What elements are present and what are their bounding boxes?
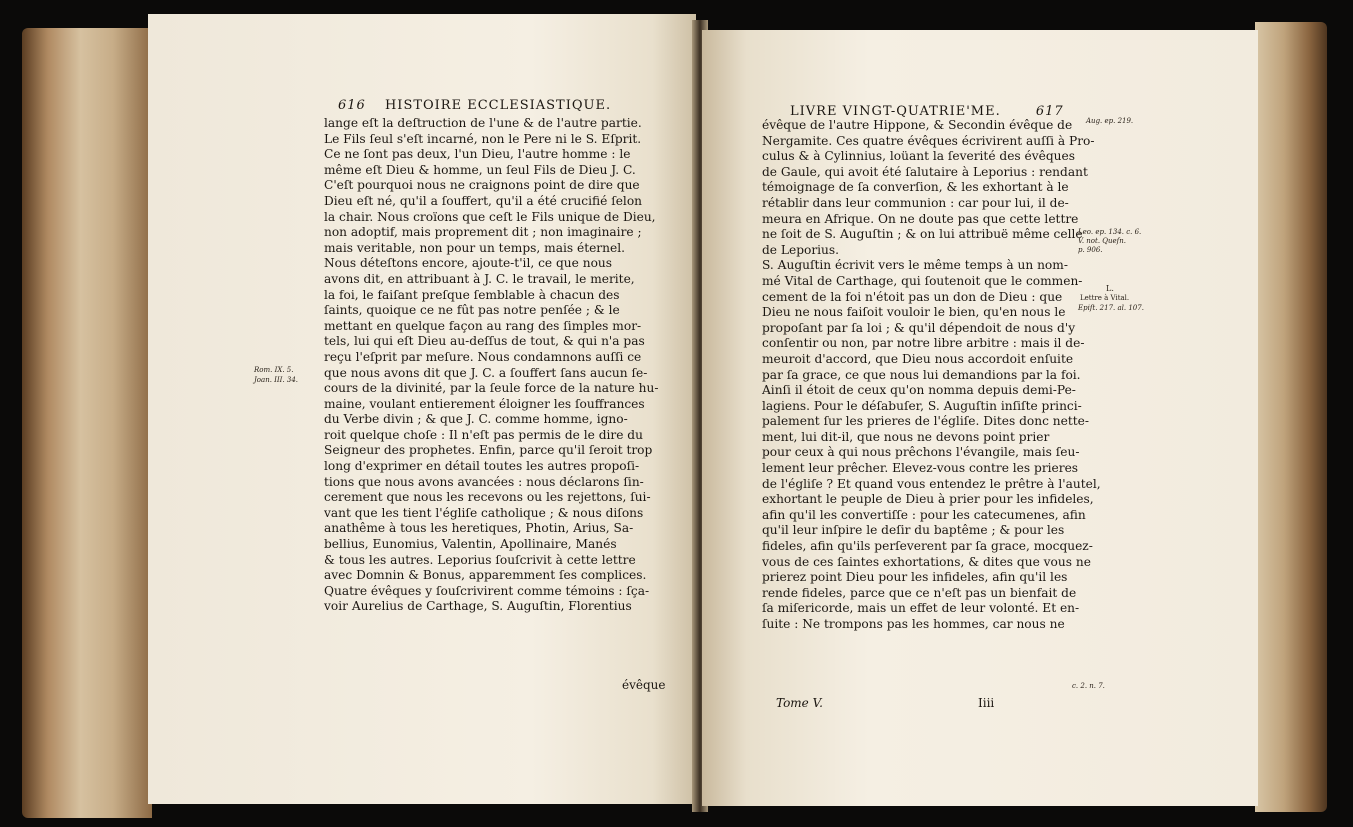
text-line: évêque de l'autre Hippone, & Secondin évêque de bbox=[762, 118, 1073, 132]
text-line: bellius, Eunomius, Valentin, Apollinaire, Manés bbox=[324, 537, 617, 552]
text-line: que nous avons dit que J. C. a ſouffert ſans aucun ſe- bbox=[324, 365, 648, 380]
text-line: Nergamite. Ces quatre évêques écrivirent auſſi à Pro- bbox=[762, 133, 1095, 148]
text-line: rende fideles, parce que ce n'eſt pas un bienfait de bbox=[762, 585, 1077, 600]
margin-note-leo-1: Leo. ep. 134. c. 6. bbox=[1078, 228, 1142, 236]
left-fore-edge bbox=[22, 28, 152, 818]
text-line: meuroit d'accord, que Dieu nous accordoit enſuite bbox=[762, 351, 1074, 366]
right-fore-edge bbox=[1255, 22, 1327, 812]
text-line: C'eſt pourquoi nous ne craignons point de dire que bbox=[324, 178, 640, 193]
text-line: ſaints, quoique ce ne fût pas notre penſée ; & le bbox=[324, 303, 620, 318]
text-line: afin qu'il les convertiſſe : pour les catecumenes, afin bbox=[762, 507, 1086, 522]
section-number: L. bbox=[1106, 284, 1114, 293]
text-line: mais veritable, non pour un temps, mais éternel. bbox=[324, 240, 625, 255]
text-line: fideles, afin qu'ils perſeverent par ſa grace, mocquez- bbox=[762, 539, 1093, 554]
text-line: la foi, le faiſant preſque ſemblable à chacun des bbox=[324, 287, 620, 302]
text-line: reçu l'eſprit par meſure. Nous condamnons auſſi ce bbox=[324, 349, 642, 364]
text-line: vous de ces ſaintes exhortations, & dites que vous ne bbox=[762, 554, 1091, 569]
text-line: prierez point Dieu pour les infideles, afin qu'il les bbox=[762, 570, 1068, 585]
text-line: Le Fils ſeul s'eſt incarné, non le Pere ni le S. Eſprit. bbox=[324, 131, 642, 146]
text-line: du Verbe divin ; & que J. C. comme homme, igno- bbox=[324, 412, 628, 427]
text-line: Seigneur des prophetes. Enfin, parce qu'il ſeroit trop bbox=[324, 443, 653, 458]
text-line: mé Vital de Carthage, qui ſoutenoit que le commen- bbox=[762, 273, 1083, 288]
text-line: palement ſur les prieres de l'égliſe. Dites donc nette- bbox=[762, 414, 1089, 429]
text-line: la chair. Nous croïons que ceſt le Fils unique de Dieu, bbox=[324, 209, 656, 224]
left-body-text bbox=[324, 116, 680, 615]
text-line: & tous les autres. Leporius ſouſcrivit à cette lettre bbox=[324, 552, 636, 567]
text-line: vant que les tient l'égliſe catholique ; & nous diſons bbox=[324, 505, 644, 520]
left-catchword: évêque bbox=[622, 678, 666, 692]
left-running-title: HISTOIRE ECCLESIASTIQUE. bbox=[384, 98, 612, 113]
text-line: conſentir ou non, par notre libre arbitre : mais il de- bbox=[762, 336, 1085, 351]
text-line: cement de la foi n'étoit pas un don de Dieu : que bbox=[762, 289, 1063, 304]
right-running-title: LIVRE VINGT-QUATRIE'ME. bbox=[790, 104, 1001, 119]
text-line: meura en Afrique. On ne doute pas que cette lettre bbox=[762, 211, 1079, 226]
text-line: S. Auguſtin écrivit vers le même temps à un nom- bbox=[762, 258, 1068, 273]
right-page-number: 617 bbox=[1035, 104, 1064, 119]
text-line: culus & à Cylinnius, loüant la ſeverité des évêques bbox=[762, 149, 1075, 164]
text-line: lement leur prêcher. Elevez-vous contre les prieres bbox=[762, 461, 1079, 476]
text-line: de Gaule, qui avoit été ſalutaire à Leporius : rendant bbox=[762, 164, 1088, 179]
text-line: mettant en quelque façon au rang des ſimples mor- bbox=[324, 318, 642, 333]
text-line: Nous déteſtons encore, ajoute-t'il, ce que nous bbox=[324, 256, 613, 271]
text-line: voir Aurelius de Carthage, S. Auguſtin, Florentius bbox=[324, 599, 632, 614]
text-line: roit quelque choſe : Il n'eſt pas permis de le dire du bbox=[324, 427, 643, 442]
margin-note-leo-3: p. 906. bbox=[1078, 246, 1103, 254]
text-line: de l'égliſe ? Et quand vous entendez le prêtre à l'autel, bbox=[762, 476, 1101, 491]
signature-mark: Iiii bbox=[978, 696, 995, 710]
text-line: même eſt Dieu & homme, un ſeul Fils de Dieu J. C. bbox=[324, 162, 636, 177]
margin-note-joan: Joan. III. 34. bbox=[254, 376, 299, 384]
text-line: pour ceux à qui nous prêchons l'évangile, mais ſeu- bbox=[762, 445, 1080, 460]
text-line: propoſant par ſa loi ; & qu'il dépendoit de nous d'y bbox=[762, 320, 1076, 335]
text-line: cours de la divinité, par la ſeule force de la nature hu- bbox=[324, 381, 659, 396]
text-line: par ſa grace, ce que nous lui demandions par la foi. bbox=[762, 367, 1081, 382]
margin-note-rom: Rom. IX. 5. bbox=[254, 366, 294, 374]
text-line: lagiens. Pour le déſabuſer, S. Auguſtin inſiſte princi- bbox=[762, 398, 1082, 413]
text-line: rétablir dans leur communion : car pour lui, il de- bbox=[762, 195, 1069, 210]
text-line: témoignage de ſa converſion, & les exhortant à le bbox=[762, 180, 1069, 195]
text-line: Dieu ne nous faiſoit vouloir le bien, qu'en nous le bbox=[762, 305, 1066, 320]
section-title: Lettre à Vital. bbox=[1080, 294, 1130, 302]
signature-tome: Tome V. bbox=[776, 696, 823, 710]
text-line: maine, voulant entierement éloigner les ſouffrances bbox=[324, 396, 645, 411]
text-line: qu'il leur inſpire le deſir du baptême ; & pour les bbox=[762, 523, 1065, 538]
text-line: Quatre évêques y ſouſcrivirent comme témoins : ſça- bbox=[324, 583, 650, 598]
text-line: Ainſi il étoit de ceux qu'on nomma depuis demi-Pe- bbox=[762, 383, 1076, 398]
text-line: ſa miſericorde, mais un effet de leur volonté. Et en- bbox=[762, 601, 1080, 616]
section-reference: Epiſt. 217. al. 107. bbox=[1078, 304, 1144, 312]
text-line: anathême à tous les heretiques, Photin, Arius, Sa- bbox=[324, 521, 634, 536]
text-line: ment, lui dit-il, que nous ne devons point prier bbox=[762, 429, 1050, 444]
right-running-head bbox=[790, 104, 1078, 119]
text-line: cerement que nous les recevons ou les rejettons, ſui- bbox=[324, 490, 651, 505]
text-line: Dieu eſt né, qu'il a ſouffert, qu'il a été crucifié ſelon bbox=[324, 193, 643, 208]
right-page bbox=[702, 30, 1258, 806]
left-running-head bbox=[338, 98, 611, 113]
text-line: ſuite : Ne trompons pas les hommes, car nous ne bbox=[762, 617, 1065, 631]
text-line: long d'exprimer en détail toutes les autres propoſi- bbox=[324, 459, 640, 474]
text-line: avec Domnin & Bonus, apparemment ſes complices. bbox=[324, 568, 647, 583]
text-line: lange eſt la deſtruction de l'une & de l'autre partie. bbox=[324, 116, 642, 130]
text-line: exhortant le peuple de Dieu à prier pour les infideles, bbox=[762, 492, 1094, 507]
left-page-number: 616 bbox=[338, 98, 366, 113]
margin-note-leo-2: V. not. Queſn. bbox=[1078, 237, 1126, 245]
text-line: Ce ne ſont pas deux, l'un Dieu, l'autre homme : le bbox=[324, 147, 631, 162]
margin-note-aug: Aug. ep. 219. bbox=[1086, 117, 1134, 125]
text-line: tions que nous avons avancées : nous déclarons ſin- bbox=[324, 474, 644, 489]
text-line: ne ſoit de S. Auguſtin ; & on lui attribuë même celle bbox=[762, 227, 1083, 242]
margin-note-bottom: c. 2. n. 7. bbox=[1072, 682, 1105, 690]
text-line: avons dit, en attribuant à J. C. le travail, le merite, bbox=[324, 271, 635, 286]
text-line: tels, lui qui eſt Dieu au-deſſus de tout, & qui n'a pas bbox=[324, 334, 645, 349]
text-line: de Leporius. bbox=[762, 242, 840, 257]
left-page bbox=[148, 14, 696, 804]
text-line: non adoptif, mais proprement dit ; non imaginaire ; bbox=[324, 225, 642, 240]
